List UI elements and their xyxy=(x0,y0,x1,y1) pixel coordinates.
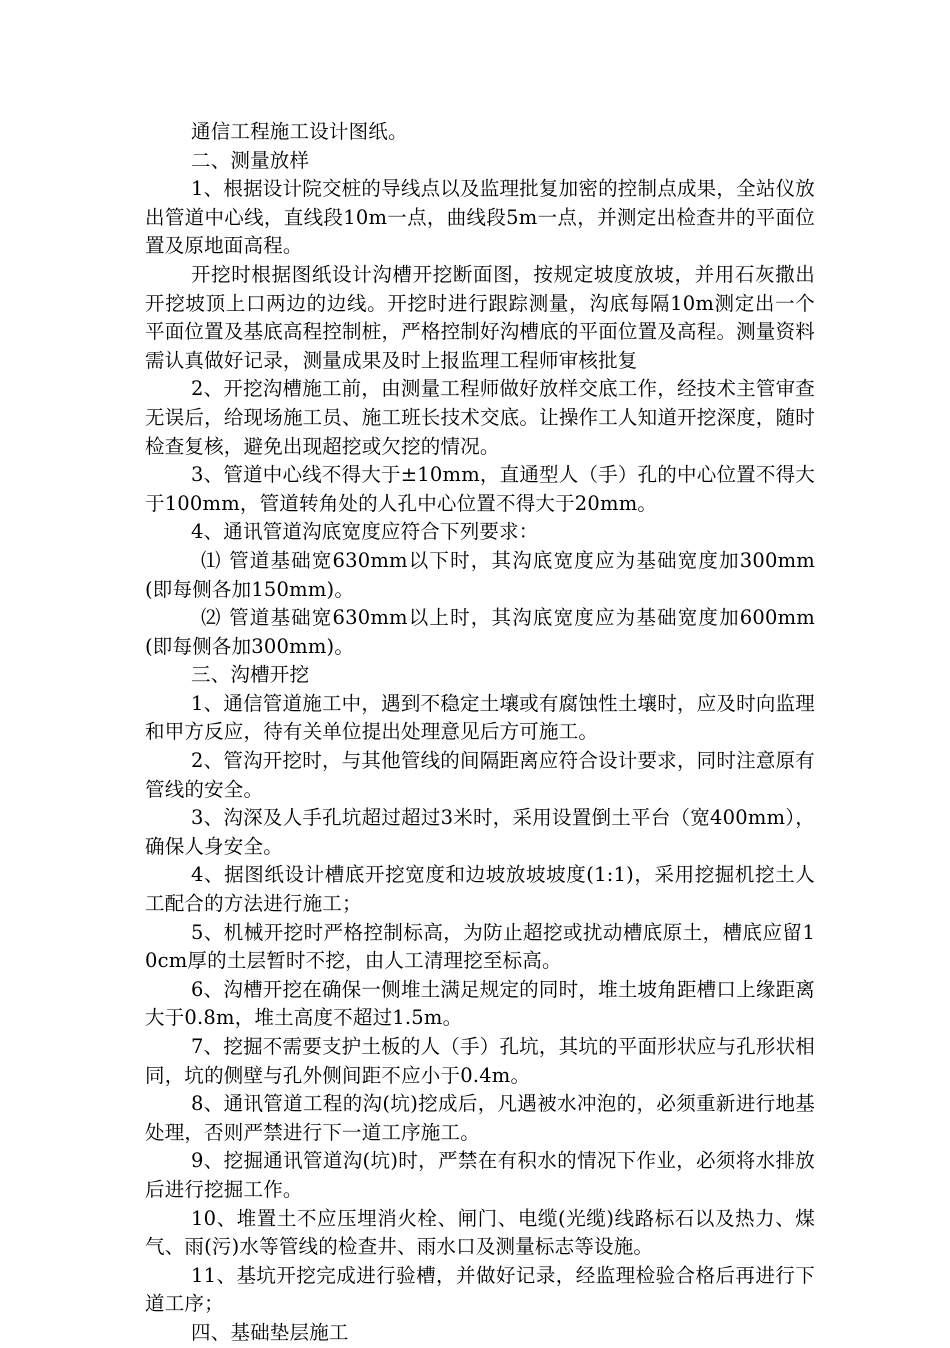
paragraph: 3、管道中心线不得大于±10mm，直通型人（手）孔的中心位置不得大于100mm，管道转角处的人孔中心位置不得大于20mm。 xyxy=(145,463,815,515)
paragraph: 8、通讯管道工程的沟(坑)挖成后，凡遇被水冲泡的，必须重新进行地基处理，否则严禁进行下一道工序施工。 xyxy=(145,1092,815,1144)
paragraph: 3、沟深及人手孔坑超过超过3米时，采用设置倒土平台（宽400mm），确保人身安全。 xyxy=(145,806,815,858)
section-heading: 四、基础垫层施工 xyxy=(191,1320,349,1344)
paragraph: 9、挖掘通讯管道沟(坑)时，严禁在有积水的情况下作业，必须将水排放后进行挖掘工作。 xyxy=(145,1149,815,1201)
paragraph: 7、挖掘不需要支护土板的人（手）孔坑，其坑的平面形状应与孔形状相同，坑的侧壁与孔外侧间距不应小于0.4m。 xyxy=(145,1035,815,1087)
paragraph: 2、管沟开挖时，与其他管线的间隔距离应符合设计要求，同时注意原有管线的安全。 xyxy=(145,749,815,801)
paragraph: 10、堆置土不应压埋消火栓、闸门、电缆(光缆)线路标石以及热力、煤气、雨(污)水等管线的检查井、雨水口及测量标志等设施。 xyxy=(145,1206,815,1259)
paragraph: ⑴ 管道基础宽630mm以下时，其沟底宽度应为基础宽度加300mm(即每侧各加150mm)。 xyxy=(145,548,815,601)
paragraph: 11、基坑开挖完成进行验槽，并做好记录，经监理检验合格后再进行下道工序； xyxy=(145,1263,815,1316)
paragraph: 通信工程施工设计图纸。 xyxy=(191,120,408,143)
paragraph: 4、通讯管道沟底宽度应符合下列要求： xyxy=(191,520,539,544)
paragraph: 1、根据设计院交桩的导线点以及监理批复加密的控制点成果，全站仪放出管道中心线，直线段10m一点，曲线段5m一点，并测定出检查井的平面位置及原地面高程。 xyxy=(145,177,815,258)
paragraph: 1、通信管道施工中，遇到不稳定土壤或有腐蚀性土壤时，应及时向监理和甲方反应，待有关单位提出处理意见后方可施工。 xyxy=(145,691,815,744)
section-heading: 二、测量放样 xyxy=(191,148,310,172)
section-heading: 三、沟槽开挖 xyxy=(191,663,310,687)
paragraph: 4、据图纸设计槽底开挖宽度和边坡放坡坡度(1:1)，采用挖掘机挖土人工配合的方法进行施工； xyxy=(145,863,815,916)
paragraph: 开挖时根据图纸设计沟槽开挖断面图，按规定坡度放坡，并用石灰撒出开挖坡顶上口两边的边线。开挖时进行跟踪测量，沟底每隔10m测定出一个平面位置及基底高程控制桩，严格控制好沟槽底的平面位置及高程。测量资料需认真做好记录，测量成果及时上报监理工程师审核批复 xyxy=(145,262,815,372)
document-body xyxy=(145,118,815,1348)
paragraph: 6、沟槽开挖在确保一侧堆土满足规定的同时，堆土坡角距槽口上缘距离大于0.8m，堆土高度不超过1.5m。 xyxy=(145,977,815,1030)
paragraph: 5、机械开挖时严格控制标高，为防止超挖或扰动槽底原土，槽底应留10cm厚的土层暂时不挖，由人工清理挖至标高。 xyxy=(145,920,815,973)
paragraph: ⑵ 管道基础宽630mm以上时，其沟底宽度应为基础宽度加600mm(即每侧各加300mm)。 xyxy=(145,606,815,658)
paragraph: 2、开挖沟槽施工前，由测量工程师做好放样交底工作，经技术主管审查无误后，给现场施工员、施工班长技术交底。让操作工人知道开挖深度，随时检查复核，避免出现超挖或欠挖的情况。 xyxy=(145,377,815,458)
